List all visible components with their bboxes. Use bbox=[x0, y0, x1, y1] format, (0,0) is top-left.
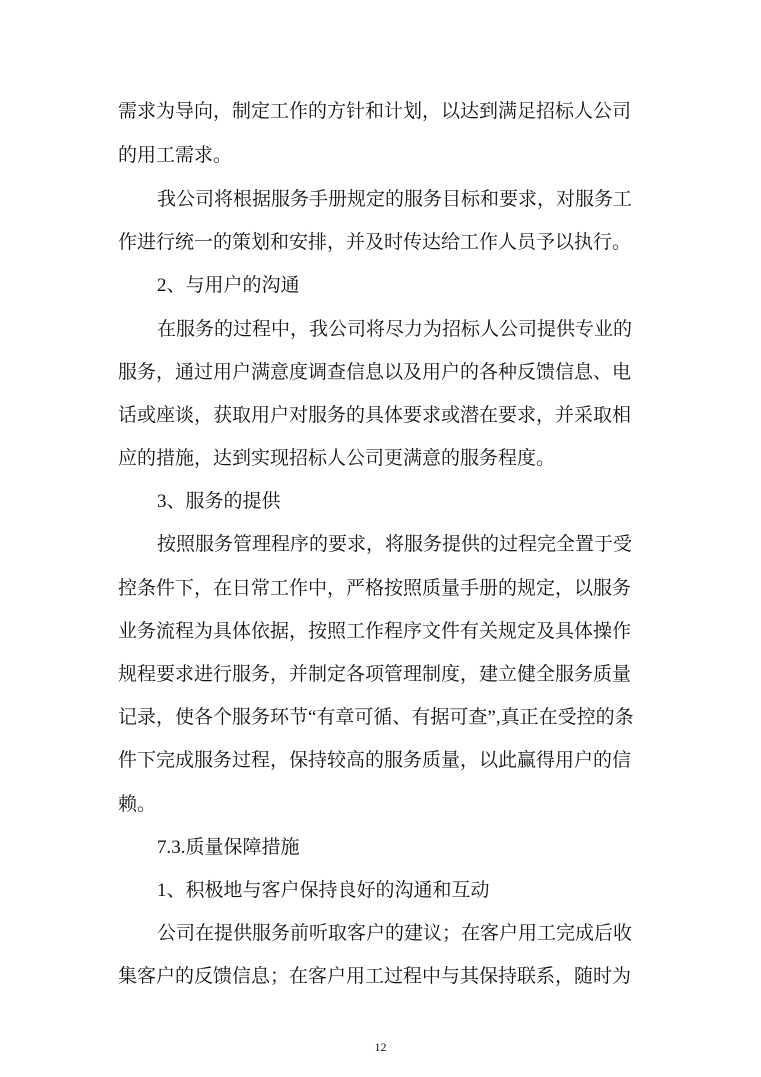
text-line: 的用工需求。 bbox=[118, 145, 233, 166]
text-line: 规程要求进行服务，并制定各项管理制度，建立健全服务质量 bbox=[118, 664, 632, 685]
text-line: 按照服务管理程序的要求，将服务提供的过程完全置于受 bbox=[157, 534, 633, 555]
text-line: 需求为导向，制定工作的方针和计划，以达到满足招标人公司 bbox=[118, 101, 632, 122]
text-line: 服务，通过用户满意度调查信息以及用户的各种反馈信息、电 bbox=[118, 362, 632, 383]
text-line: 公司在提供服务前听取客户的建议；在客户用工完成后收 bbox=[157, 923, 633, 944]
page-number: 12 bbox=[374, 1040, 387, 1054]
text-line: 作进行统一的策划和安排，并及时传达给工作人员予以执行。 bbox=[118, 232, 632, 253]
text-line: 集客户的反馈信息；在客户用工过程中与其保持联系，随时为 bbox=[118, 966, 632, 987]
text-line: 3、服务的提供 bbox=[157, 491, 281, 512]
text-line: 件下完成服务过程，保持较高的服务质量，以此赢得用户的信 bbox=[118, 750, 632, 771]
text-line: 在服务的过程中，我公司将尽力为招标人公司提供专业的 bbox=[157, 319, 633, 340]
text-line: 赖。 bbox=[118, 794, 157, 815]
text-line: 2、与用户的沟通 bbox=[157, 275, 300, 296]
text-line: 控条件下，在日常工作中，严格按照质量手册的规定，以服务 bbox=[118, 578, 632, 599]
text-line: 应的措施，达到实现招标人公司更满意的服务程度。 bbox=[118, 448, 556, 469]
text-line: 话或座谈，获取用户对服务的具体要求或潜在要求，并采取相 bbox=[118, 405, 632, 426]
text-line: 业务流程为具体依据，按照工作程序文件有关规定及具体操作 bbox=[118, 621, 632, 642]
text-line: 1、积极地与客户保持良好的沟通和互动 bbox=[157, 880, 490, 901]
text-line: 我公司将根据服务手册规定的服务目标和要求，对服务工 bbox=[157, 189, 633, 210]
text-line: 7.3.质量保障措施 bbox=[157, 837, 300, 858]
text-line: 记录，使各个服务环节“有章可循、有据可查”,真正在受控的条 bbox=[118, 707, 634, 728]
